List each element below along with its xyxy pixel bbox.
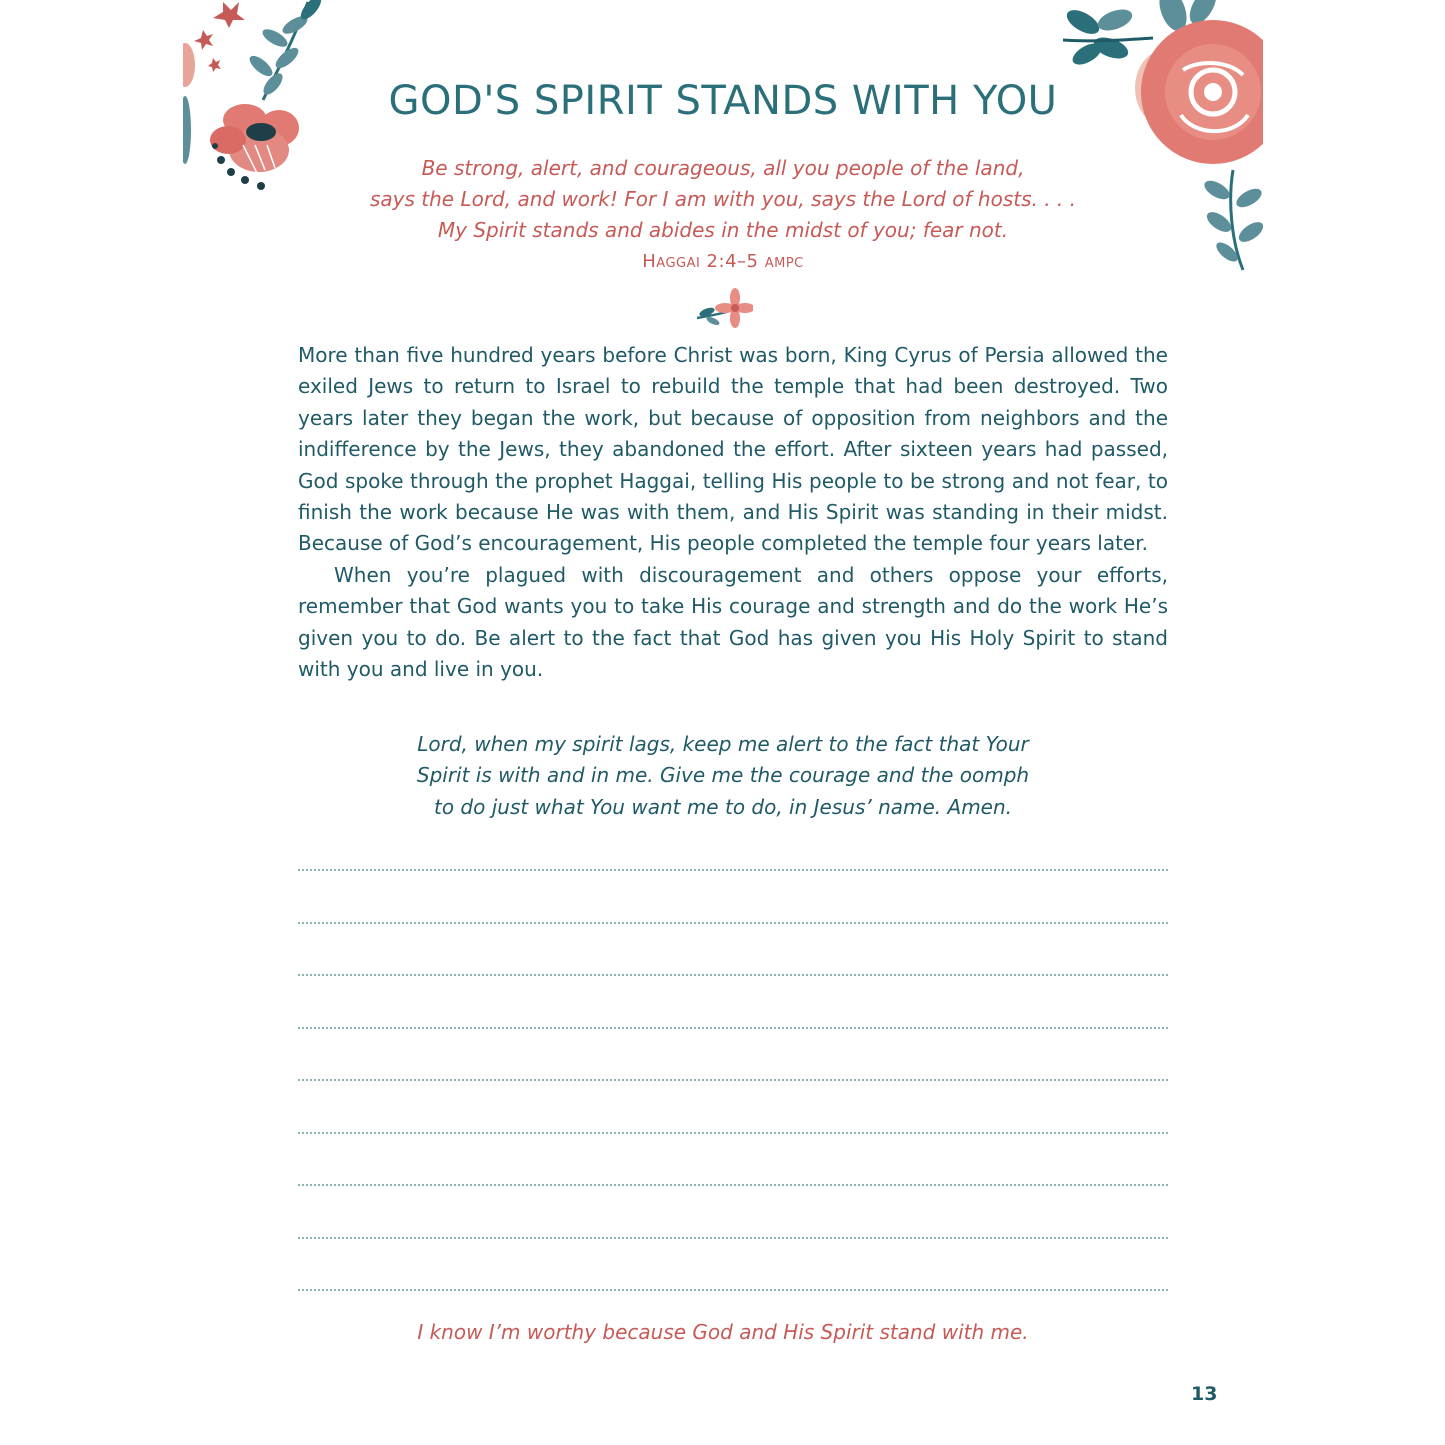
scripture-line: Be strong, alert, and courageous, all you people of the land, <box>421 156 1025 180</box>
scripture-line: says the Lord, and work! For I am with you, says the Lord of hosts. . . . <box>369 187 1076 211</box>
writing-line[interactable] <box>298 1027 1168 1029</box>
body-paragraph: When you’re plagued with discouragement and others oppose your efforts, remember that God wants you to take His courage and strength and do the work He’s given you to do. Be alert to the fact that God has given you His Holy Spirit to stand with you and live in you. <box>298 562 1168 682</box>
journal-page <box>183 0 1263 1445</box>
scripture-reference <box>183 246 1263 279</box>
devotional-body <box>298 340 1168 685</box>
page-number: 13 <box>1191 1383 1218 1405</box>
writing-line[interactable] <box>298 1079 1168 1081</box>
scripture-quote <box>183 153 1263 279</box>
journal-writing-lines[interactable] <box>298 869 1168 1342</box>
body-paragraph: More than five hundred years before Christ was born, King Cyrus of Persia allowed the exiled Jews to return to Israel to rebuild the temple that had been destroyed. Two years later they began the work, but because of opposition from neighbors and the indifference by the Jews, they abandoned the effort. After sixteen years had passed, God spoke through the prophet Haggai, telling His people to be strong and not fear, to finish the work because He was with them, and His Spirit was standing in their midst. Because of God’s encouragement, His people completed the temple four years later. <box>298 343 1168 556</box>
page-title: GOD'S SPIRIT STANDS WITH YOU <box>388 78 1058 124</box>
reference-version: AMPC <box>764 256 804 271</box>
writing-line[interactable] <box>298 1132 1168 1134</box>
prayer-line: to do just what You want me to do, in Jesus’ name. Amen. <box>433 794 1013 819</box>
flower-divider-icon <box>693 286 753 330</box>
scripture-line: My Spirit stands and abides in the midst of you; fear not. <box>437 218 1009 242</box>
writing-line[interactable] <box>298 974 1168 976</box>
prayer <box>183 729 1263 823</box>
writing-line[interactable] <box>298 922 1168 924</box>
reference-book: Haggai 2:4–5 <box>642 251 759 272</box>
affirmation: I know I’m worthy because God and His Spirit stand with me. <box>417 1320 1029 1344</box>
prayer-line: Spirit is with and in me. Give me the courage and the oomph <box>416 763 1030 788</box>
writing-line[interactable] <box>298 1289 1168 1291</box>
writing-line[interactable] <box>298 1184 1168 1186</box>
writing-line[interactable] <box>298 1237 1168 1239</box>
writing-line[interactable] <box>298 869 1168 871</box>
prayer-line: Lord, when my spirit lags, keep me alert to the fact that Your <box>417 732 1029 756</box>
